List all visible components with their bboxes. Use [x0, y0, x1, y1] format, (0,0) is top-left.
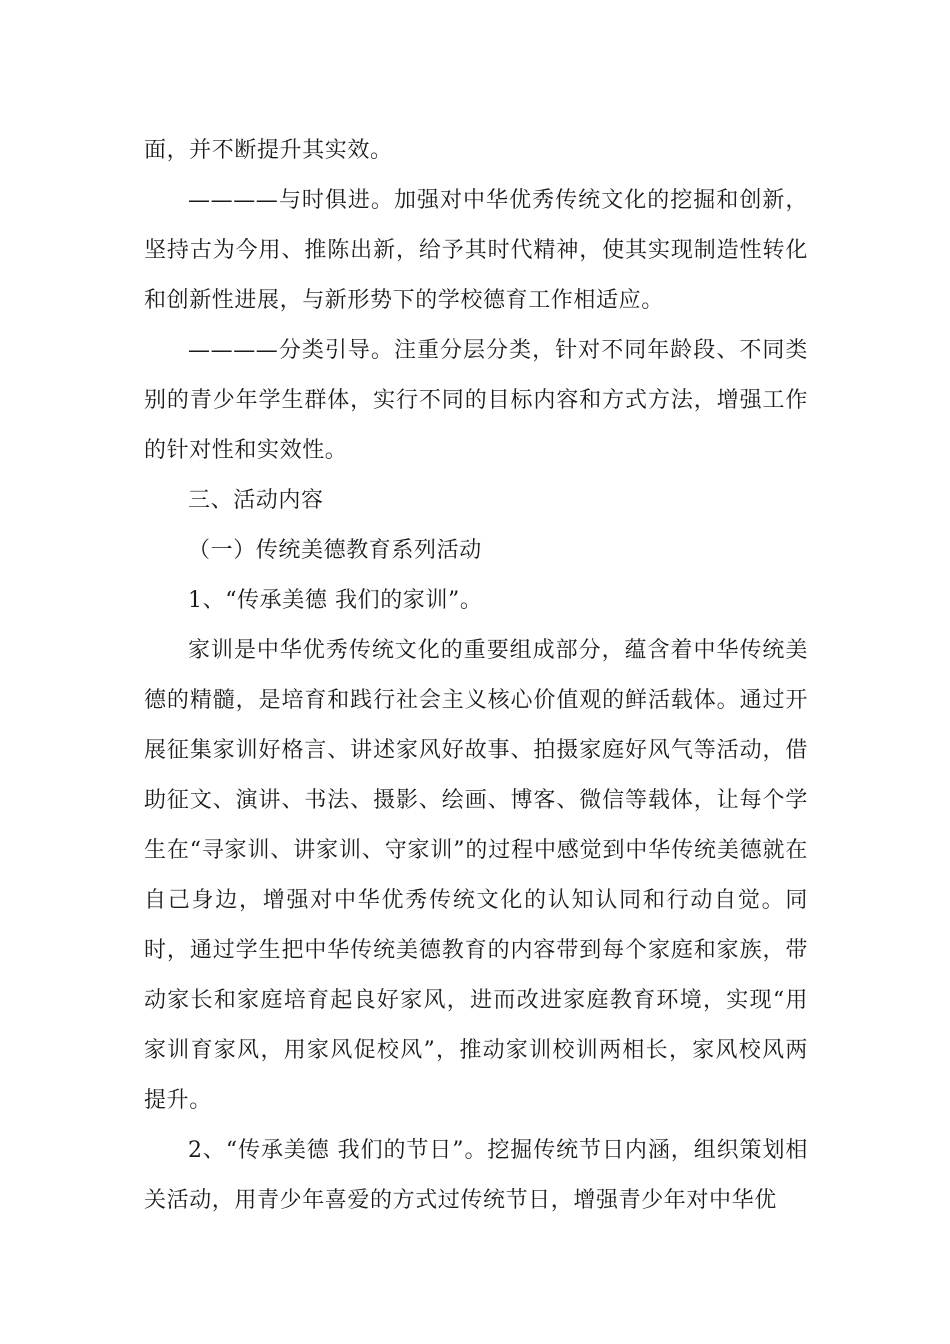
paragraph-classified-guidance: ————分类引导。注重分层分类，针对不同年龄段、不同类别的青少年学生群体，实行不同的目标内容和方式方法，增强工作的针对性和实效性。 [144, 338, 808, 463]
paragraph-family-motto: 家训是中华优秀传统文化的重要组成部分，蕴含着中华传统美德的精髓，是培育和践行社会主义核心价值观的鲜活载体。通过开展征集家训好格言、讲述家风好故事、拍摄家庭好风气等活动，借助征文、演讲、书法、摄影、绘画、博客、微信等载体，让每个学生在“寻家训、讲家训、守家训”的过程中感觉到中华传统美德就在自己身边，增强对中华优秀传统文化的认知认同和行动自觉。同时，通过学生把中华传统美德教育的内容带到每个家庭和家族，带动家长和家庭培育起良好家风，进而改进家庭教育环境，实现“用家训育家风，用家风促校风”，推动家训校训两相长，家风校风两提升。 [144, 638, 808, 1113]
document-body [144, 126, 808, 1226]
paragraph-our-festivals: 2、“传承美德 我们的节日”。挖掘传统节日内涵，组织策划相关活动，用青少年喜爱的方式过传统节日，增强青少年对中华优 [144, 1138, 808, 1213]
subsection-heading-virtue-education: （一）传统美德教育系列活动 [188, 538, 482, 563]
paragraph-continuation: 面，并不断提升其实效。 [144, 138, 393, 163]
item-heading-family-motto: 1、“传承美德 我们的家训”。 [188, 588, 483, 613]
section-heading-activity-content: 三、活动内容 [188, 488, 324, 513]
paragraph-keep-pace: ————与时俱进。加强对中华优秀传统文化的挖掘和创新，坚持古为今用、推陈出新，给予其时代精神，使其实现制造性转化和创新性进展，与新形势下的学校德育工作相适应。 [144, 188, 808, 313]
